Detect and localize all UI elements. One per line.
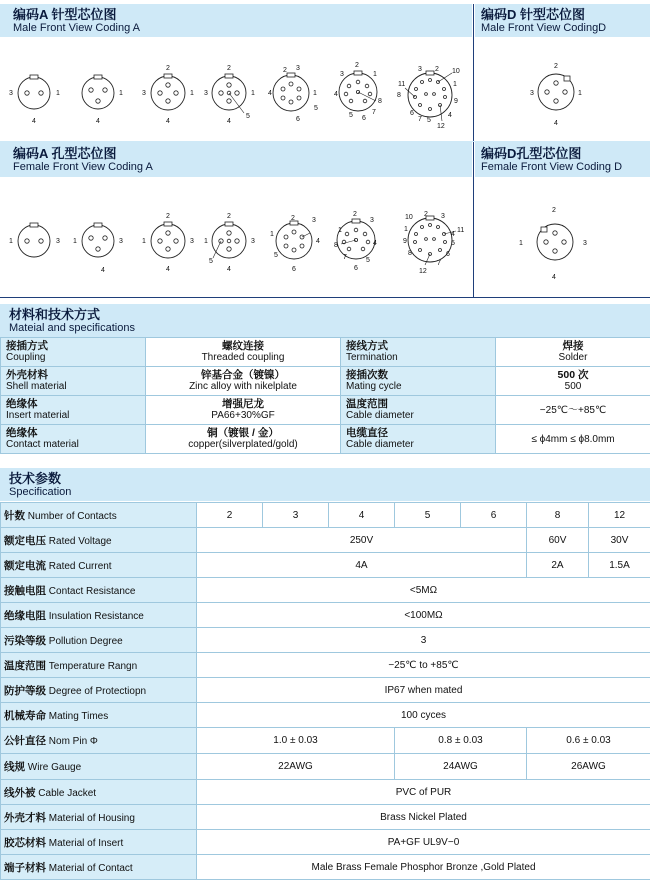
pin-label: 9 — [454, 98, 458, 105]
table-row — [1, 678, 650, 703]
male-a-title-cn: 编码A 针型芯位图 — [13, 7, 117, 22]
table-row — [1, 780, 650, 805]
pin-label: 8 — [408, 250, 412, 257]
material-label: 绝缘体 Insert material — [1, 396, 146, 425]
table-cell: 6 — [461, 503, 527, 528]
female-a-title-en: Female Front View Coding A — [13, 161, 153, 173]
pin-label: 3 — [583, 240, 587, 247]
spec-title-en: Specification — [9, 486, 72, 498]
pin-label: 2 — [227, 213, 231, 220]
pin-label: 5 — [274, 252, 278, 259]
table-row — [1, 728, 650, 754]
pin-label: 2 — [283, 67, 287, 74]
pin-label: 5 — [427, 117, 431, 124]
pin-label: 3 — [142, 90, 146, 97]
pin-label: 2 — [355, 62, 359, 69]
table-cell: PVC of PUR — [197, 780, 650, 805]
spec-label: 防护等级 Degree of Protectiopn — [1, 678, 197, 703]
male-a-3-diagram — [82, 77, 114, 109]
pin-label: 4 — [166, 266, 170, 273]
table-cell: 26AWG — [527, 754, 650, 780]
pin-label: 3 — [312, 217, 316, 224]
pin-label: 4 — [101, 267, 105, 274]
female-a-5-diagram — [212, 224, 246, 258]
spec-label: 绝缘电阻 Insulation Resistance — [1, 603, 197, 628]
pin-label: 4 — [268, 90, 272, 97]
table-row — [1, 754, 650, 780]
pin-label: 10 — [452, 68, 460, 75]
pin-diagrams — [0, 0, 650, 300]
pin-label: 1 — [119, 90, 123, 97]
female-a-4-diagram — [151, 224, 185, 258]
table-row — [1, 367, 650, 396]
pin-label: 4 — [227, 266, 231, 273]
table-cell: 3 — [197, 628, 650, 653]
spec-label: 机械寿命 Mating Times — [1, 703, 197, 728]
table-row — [1, 396, 650, 425]
pin-label: 3 — [9, 90, 13, 97]
pin-label: 3 — [119, 238, 123, 245]
pin-label: 5 — [246, 113, 250, 120]
pin-label: 1 — [373, 71, 377, 78]
material-value: 锌基合金（镀镍） Zinc alloy with nikelplate — [146, 367, 341, 396]
table-cell: 30V — [589, 528, 650, 553]
material-value: −25℃～+85℃ — [496, 396, 650, 425]
spec-label: 接触电阻 Contact Resistance — [1, 578, 197, 603]
table-row — [1, 503, 650, 528]
spec-header — [0, 468, 650, 501]
table-cell: IP67 when mated — [197, 678, 650, 703]
pin-label: 8 — [397, 92, 401, 99]
table-row — [1, 628, 650, 653]
materials-table — [0, 337, 650, 454]
pin-label: 1 — [453, 81, 457, 88]
pin-label: 3 — [418, 66, 422, 73]
male-a-4-diagram — [151, 76, 185, 110]
spec-label: 额定电压 Rated Voltage — [1, 528, 197, 553]
materials-title-en: Mateial and specifications — [9, 322, 135, 334]
pin-label: 2 — [227, 65, 231, 72]
material-value: 铜（镀银 / 金） copper(silverplated/gold) — [146, 425, 341, 454]
pin-label: 1 — [338, 227, 342, 234]
pin-label: 7 — [418, 116, 422, 123]
pin-label: 1 — [519, 240, 523, 247]
pin-label: 4 — [373, 240, 377, 247]
pin-label: 1 — [204, 238, 208, 245]
spec-label: 线规 Wire Gauge — [1, 754, 197, 780]
pin-label: 4 — [451, 231, 455, 238]
spec-label: 针数 Number of Contacts — [1, 503, 197, 528]
table-cell: 0.6 ± 0.03 — [527, 728, 650, 754]
table-cell: PA+GF UL9V−0 — [197, 830, 650, 855]
table-row — [1, 338, 650, 367]
pin-label: 2 — [166, 65, 170, 72]
material-value: 增强尼龙 PA66+30%GF — [146, 396, 341, 425]
female-a-3-diagram — [82, 225, 114, 257]
spec-title-cn: 技术参数 — [9, 471, 62, 486]
pin-label: 7 — [343, 254, 347, 261]
pin-label: 4 — [96, 118, 100, 125]
pin-label: 3 — [340, 71, 344, 78]
male-a-6-diagram — [273, 75, 309, 111]
pin-label: 3 — [204, 90, 208, 97]
spec-label: 端子材料 Material of Contact — [1, 855, 197, 880]
material-label: 接插方式 Coupling — [1, 338, 146, 367]
table-cell: 60V — [527, 528, 589, 553]
pin-label: 8 — [378, 98, 382, 105]
pin-label: 5 — [366, 257, 370, 264]
pin-label: 2 — [291, 215, 295, 222]
table-cell: Brass Nickel Plated — [197, 805, 650, 830]
pin-label: 8 — [334, 242, 338, 249]
pin-label: 3 — [441, 213, 445, 220]
spec-label: 额定电流 Rated Current — [1, 553, 197, 578]
female-a-title-cn: 编码A 孔型芯位图 — [13, 146, 117, 161]
pin-label: 3 — [190, 238, 194, 245]
table-row — [1, 830, 650, 855]
pin-label: 1 — [251, 90, 255, 97]
pin-label: 6 — [446, 251, 450, 258]
table-cell: 24AWG — [395, 754, 527, 780]
table-row — [1, 855, 650, 880]
material-label: 温度范围 Cable diameter — [341, 396, 496, 425]
table-row — [1, 578, 650, 603]
table-cell: 3 — [263, 503, 329, 528]
pin-label: 6 — [292, 266, 296, 273]
table-row — [1, 528, 650, 553]
spec-label: 胶芯材料 Material of Insert — [1, 830, 197, 855]
table-cell: <5MΩ — [197, 578, 650, 603]
table-row — [1, 425, 650, 454]
table-cell: 100 cyces — [197, 703, 650, 728]
pin-label: 4 — [316, 238, 320, 245]
table-cell: 4A — [197, 553, 527, 578]
material-value: 螺纹连接 Threaded coupling — [146, 338, 341, 367]
spec-label: 温度范围 Temperature Rangn — [1, 653, 197, 678]
pin-label: 2 — [554, 63, 558, 70]
pin-label: 9 — [403, 238, 407, 245]
pin-label: 4 — [552, 274, 556, 281]
pin-label: 11 — [398, 81, 406, 88]
pin-label: 5 — [349, 112, 353, 119]
pin-label: 2 — [166, 213, 170, 220]
table-cell: 8 — [527, 503, 589, 528]
female-a-6-diagram — [276, 223, 312, 259]
male-a-2-diagram — [18, 77, 50, 109]
pin-label: 7 — [372, 109, 376, 116]
material-label: 接插次数 Mating cycle — [341, 367, 496, 396]
pin-label: 5 — [314, 105, 318, 112]
pin-label: 5 — [451, 240, 455, 247]
table-cell: 4 — [329, 503, 395, 528]
female-d-title-cn: 编码D孔型芯位图 — [481, 146, 582, 161]
pin-label: 6 — [296, 116, 300, 123]
pin-label: 12 — [437, 123, 445, 130]
pin-label: 3 — [56, 238, 60, 245]
table-cell: 22AWG — [197, 754, 395, 780]
materials-header — [0, 304, 650, 337]
table-cell: 1.5A — [589, 553, 650, 578]
pin-label: 4 — [448, 112, 452, 119]
spec-label: 外壳才料 Material of Housing — [1, 805, 197, 830]
pin-label: 1 — [56, 90, 60, 97]
material-label: 接线方式 Termination — [341, 338, 496, 367]
pin-label: 1 — [578, 90, 582, 97]
female-a-2-diagram — [18, 225, 50, 257]
pin-label: 6 — [410, 110, 414, 117]
table-cell: Male Brass Female Phosphor Bronze ,Gold Plated — [197, 855, 650, 880]
table-row — [1, 805, 650, 830]
pin-label: 1 — [313, 90, 317, 97]
table-cell: −25℃ to +85℃ — [197, 653, 650, 678]
pin-label: 3 — [296, 65, 300, 72]
table-row — [1, 553, 650, 578]
spec-label: 污染等级 Pollution Degree — [1, 628, 197, 653]
table-cell: 2A — [527, 553, 589, 578]
male-d-title-en: Male Front View CodingD — [481, 22, 607, 34]
materials-title-cn: 材料和技术方式 — [9, 307, 101, 322]
pin-label: 1 — [270, 231, 274, 238]
spec-label: 公针直径 Nom Pin Φ — [1, 728, 197, 754]
pin-label: 2 — [552, 207, 556, 214]
table-row — [1, 653, 650, 678]
pin-label: 12 — [419, 268, 427, 275]
pin-label: 1 — [142, 238, 146, 245]
pin-label: 10 — [405, 214, 413, 221]
table-cell: 5 — [395, 503, 461, 528]
material-label: 外壳材料 Shell material — [1, 367, 146, 396]
pin-label: 6 — [362, 115, 366, 122]
pin-label: 6 — [354, 265, 358, 272]
table-cell: 12 — [589, 503, 650, 528]
pin-label: 4 — [227, 118, 231, 125]
pin-label: 2 — [435, 66, 439, 73]
table-row — [1, 703, 650, 728]
pin-label: 3 — [530, 90, 534, 97]
pin-label: 2 — [353, 211, 357, 218]
pin-label: 4 — [166, 118, 170, 125]
pin-label: 1 — [73, 238, 77, 245]
material-value: ≤ ϕ4mm ≤ ϕ8.0mm — [496, 425, 650, 454]
material-value: 焊接 Solder — [496, 338, 650, 367]
male-d-title-cn: 编码D 针型芯位图 — [481, 7, 586, 22]
pin-label: 11 — [457, 227, 465, 234]
female-d-title-en: Female Front View Coding D — [481, 161, 623, 173]
pin-label: 1 — [9, 238, 13, 245]
pin-label: 5 — [209, 258, 213, 265]
table-cell: 0.8 ± 0.03 — [395, 728, 527, 754]
pin-label: 4 — [334, 91, 338, 98]
pin-label: 4 — [554, 120, 558, 127]
pin-label: 1 — [404, 226, 408, 233]
pin-label: 3 — [370, 217, 374, 224]
table-cell: 1.0 ± 0.03 — [197, 728, 395, 754]
pin-label: 4 — [32, 118, 36, 125]
spec-label: 线外被 Cable Jacket — [1, 780, 197, 805]
pin-label: 1 — [190, 90, 194, 97]
table-cell: <100MΩ — [197, 603, 650, 628]
material-label: 绝缘体 Contact material — [1, 425, 146, 454]
pin-label: 2 — [424, 211, 428, 218]
table-row — [1, 603, 650, 628]
pin-label: 7 — [437, 260, 441, 267]
male-a-title-en: Male Front View Coding A — [13, 22, 140, 34]
material-label: 电缆直径 Cable diameter — [341, 425, 496, 454]
table-cell: 250V — [197, 528, 527, 553]
table-cell: 2 — [197, 503, 263, 528]
spec-table — [0, 502, 650, 880]
pin-label: 3 — [251, 238, 255, 245]
material-value: 500 次 500 — [496, 367, 650, 396]
